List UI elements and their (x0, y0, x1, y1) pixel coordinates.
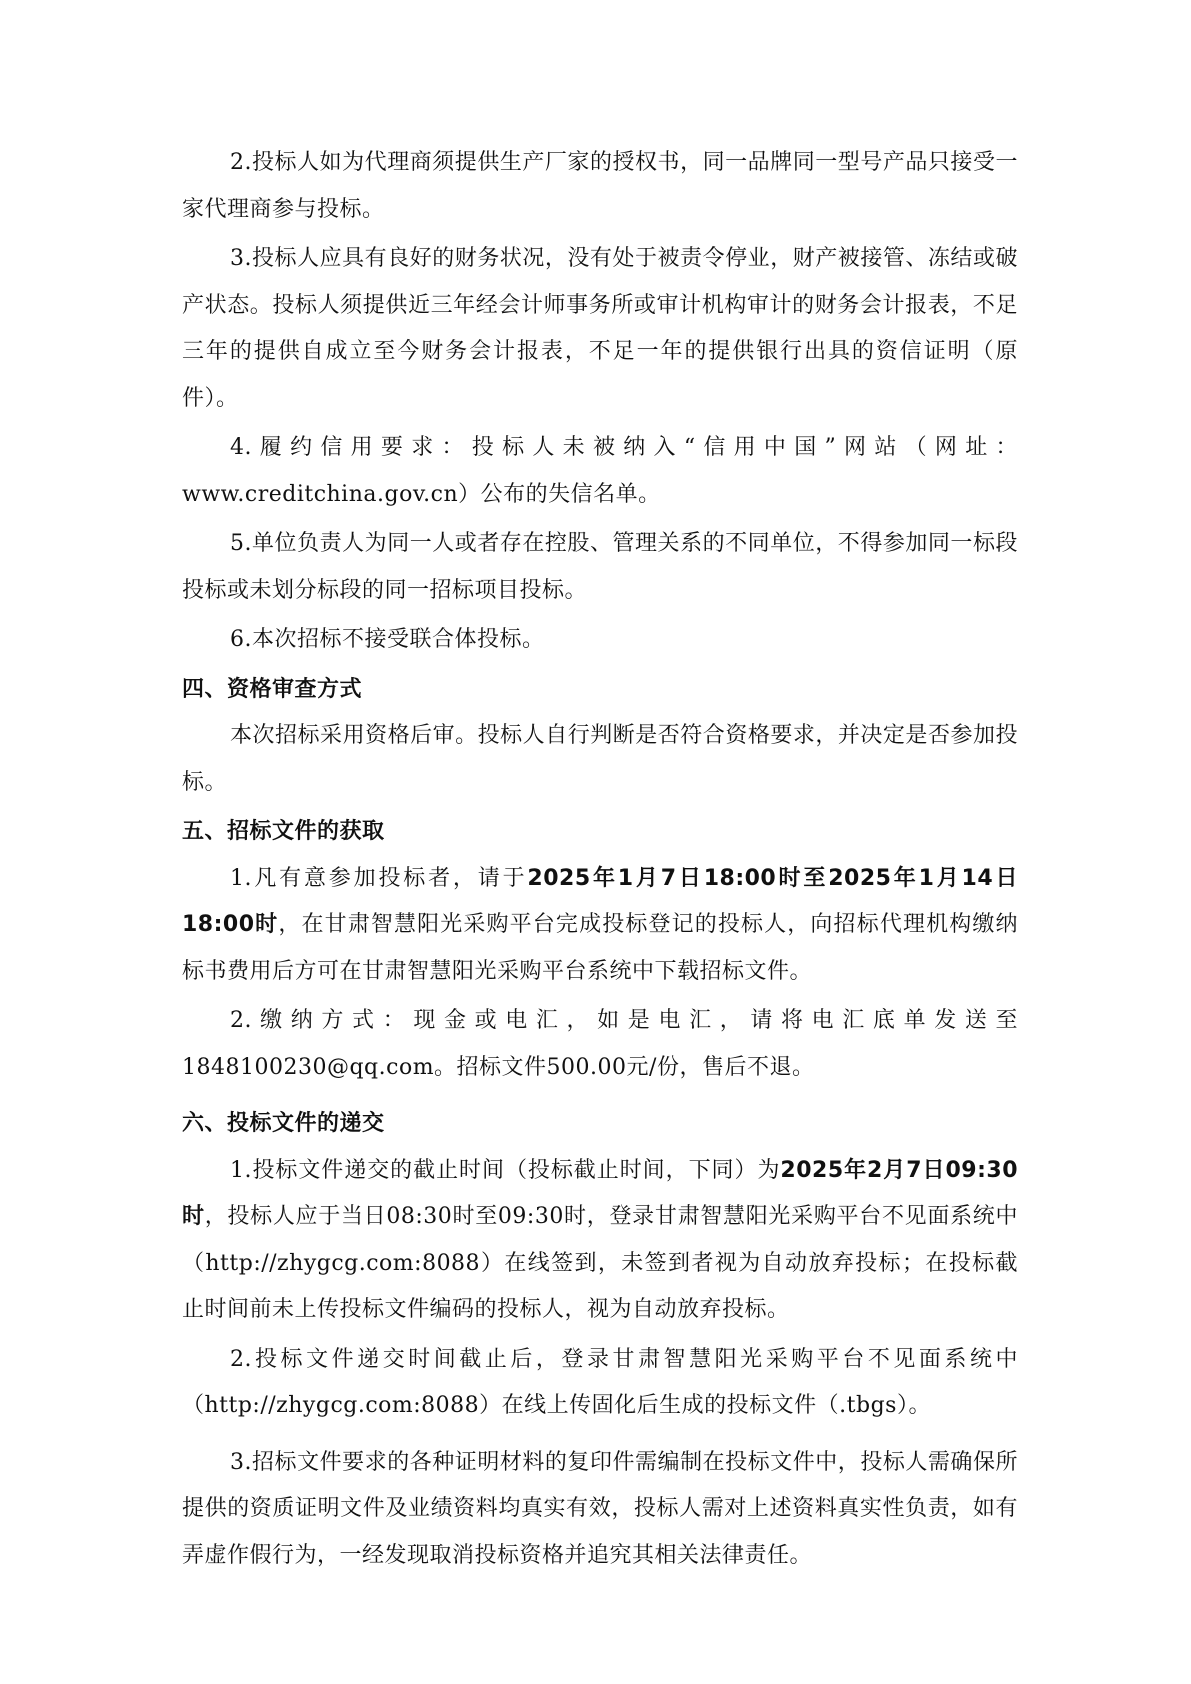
section-6-clause-1 (182, 1148, 1018, 1334)
clause-3-3: 3.投标人应具有良好的财务状况，没有处于被责令停业，财产被接管、冻结或破产状态。投标人须提供近三年经会计师事务所或审计机构审计的财务会计报表，不足三年的提供自成立至今财务会计报表，不足一年的提供银行出具的资信证明（原件）。 (182, 246, 1018, 411)
section-5-heading: 五、招标文件的获取 (182, 819, 385, 844)
section-6-clause-3: 3.招标文件要求的各种证明材料的复印件需编制在投标文件中，投标人需确保所提供的资质证明文件及业绩资料均真实有效，投标人需对上述资料真实性负责，如有弄虚作假行为，一经发现取消投标资格并追究其相关法律责任。 (182, 1449, 1018, 1568)
section-6-heading: 六、投标文件的递交 (182, 1111, 385, 1136)
clause-text: ，投标人应于当日08:30时至09:30时，登录甘肃智慧阳光采购平台不见面系统中（http://zhygcg.com:8088）在线签到，未签到者视为自动放弃投标；在投标截止时间前未上传投标文件编码的投标人，视为自动放弃投标。 (182, 1204, 1018, 1322)
clause-3-6: 6.本次招标不接受联合体投标。 (230, 627, 545, 652)
clause-3-2: 2.投标人如为代理商须提供生产厂家的授权书，同一品牌同一型号产品只接受一家代理商参与投标。 (182, 150, 1018, 222)
bold-time-range: 2025年1月7日18:00时至2025年1月14日18:00时 (182, 865, 1018, 937)
section-6-clause-2: 2.投标文件递交时间截止后，登录甘肃智慧阳光采购平台不见面系统中（http://zhygcg.com:8088）在线上传固化后生成的投标文件（.tbgs）。 (182, 1346, 1018, 1418)
document-page (182, 140, 1018, 1582)
clause-text: ，在甘肃智慧阳光采购平台完成投标登记的投标人，向招标代理机构缴纳标书费用后方可在甘肃智慧阳光采购平台系统中下载招标文件。 (182, 912, 1018, 984)
section-4-paragraph: 本次招标采用资格后审。投标人自行判断是否符合资格要求，并决定是否参加投标。 (182, 723, 1018, 795)
section-5-clause-1 (182, 856, 1018, 996)
clause-text: 1.投标文件递交的截止时间（投标截止时间，下同）为 (230, 1157, 781, 1183)
clause-text: 1.凡有意参加投标者，请于 (230, 865, 528, 891)
section-4-heading: 四、资格审查方式 (182, 676, 363, 702)
clause-3-5: 5.单位负责人为同一人或者存在控股、管理关系的不同单位，不得参加同一标段投标或未划分标段的同一招标项目投标。 (182, 531, 1018, 603)
bold-deadline: 2025年2月7日09:30时 (182, 1157, 1019, 1229)
section-5-clause-2: 2.缴纳方式：现金或电汇，如是电汇，请将电汇底单发送至1848100230@qq.com。招标文件500.00元/份，售后不退。 (182, 1008, 1018, 1080)
clause-3-4: 4.履约信用要求：投标人未被纳入“信用中国”网站（网址：www.creditchina.gov.cn）公布的失信名单。 (182, 435, 1018, 507)
